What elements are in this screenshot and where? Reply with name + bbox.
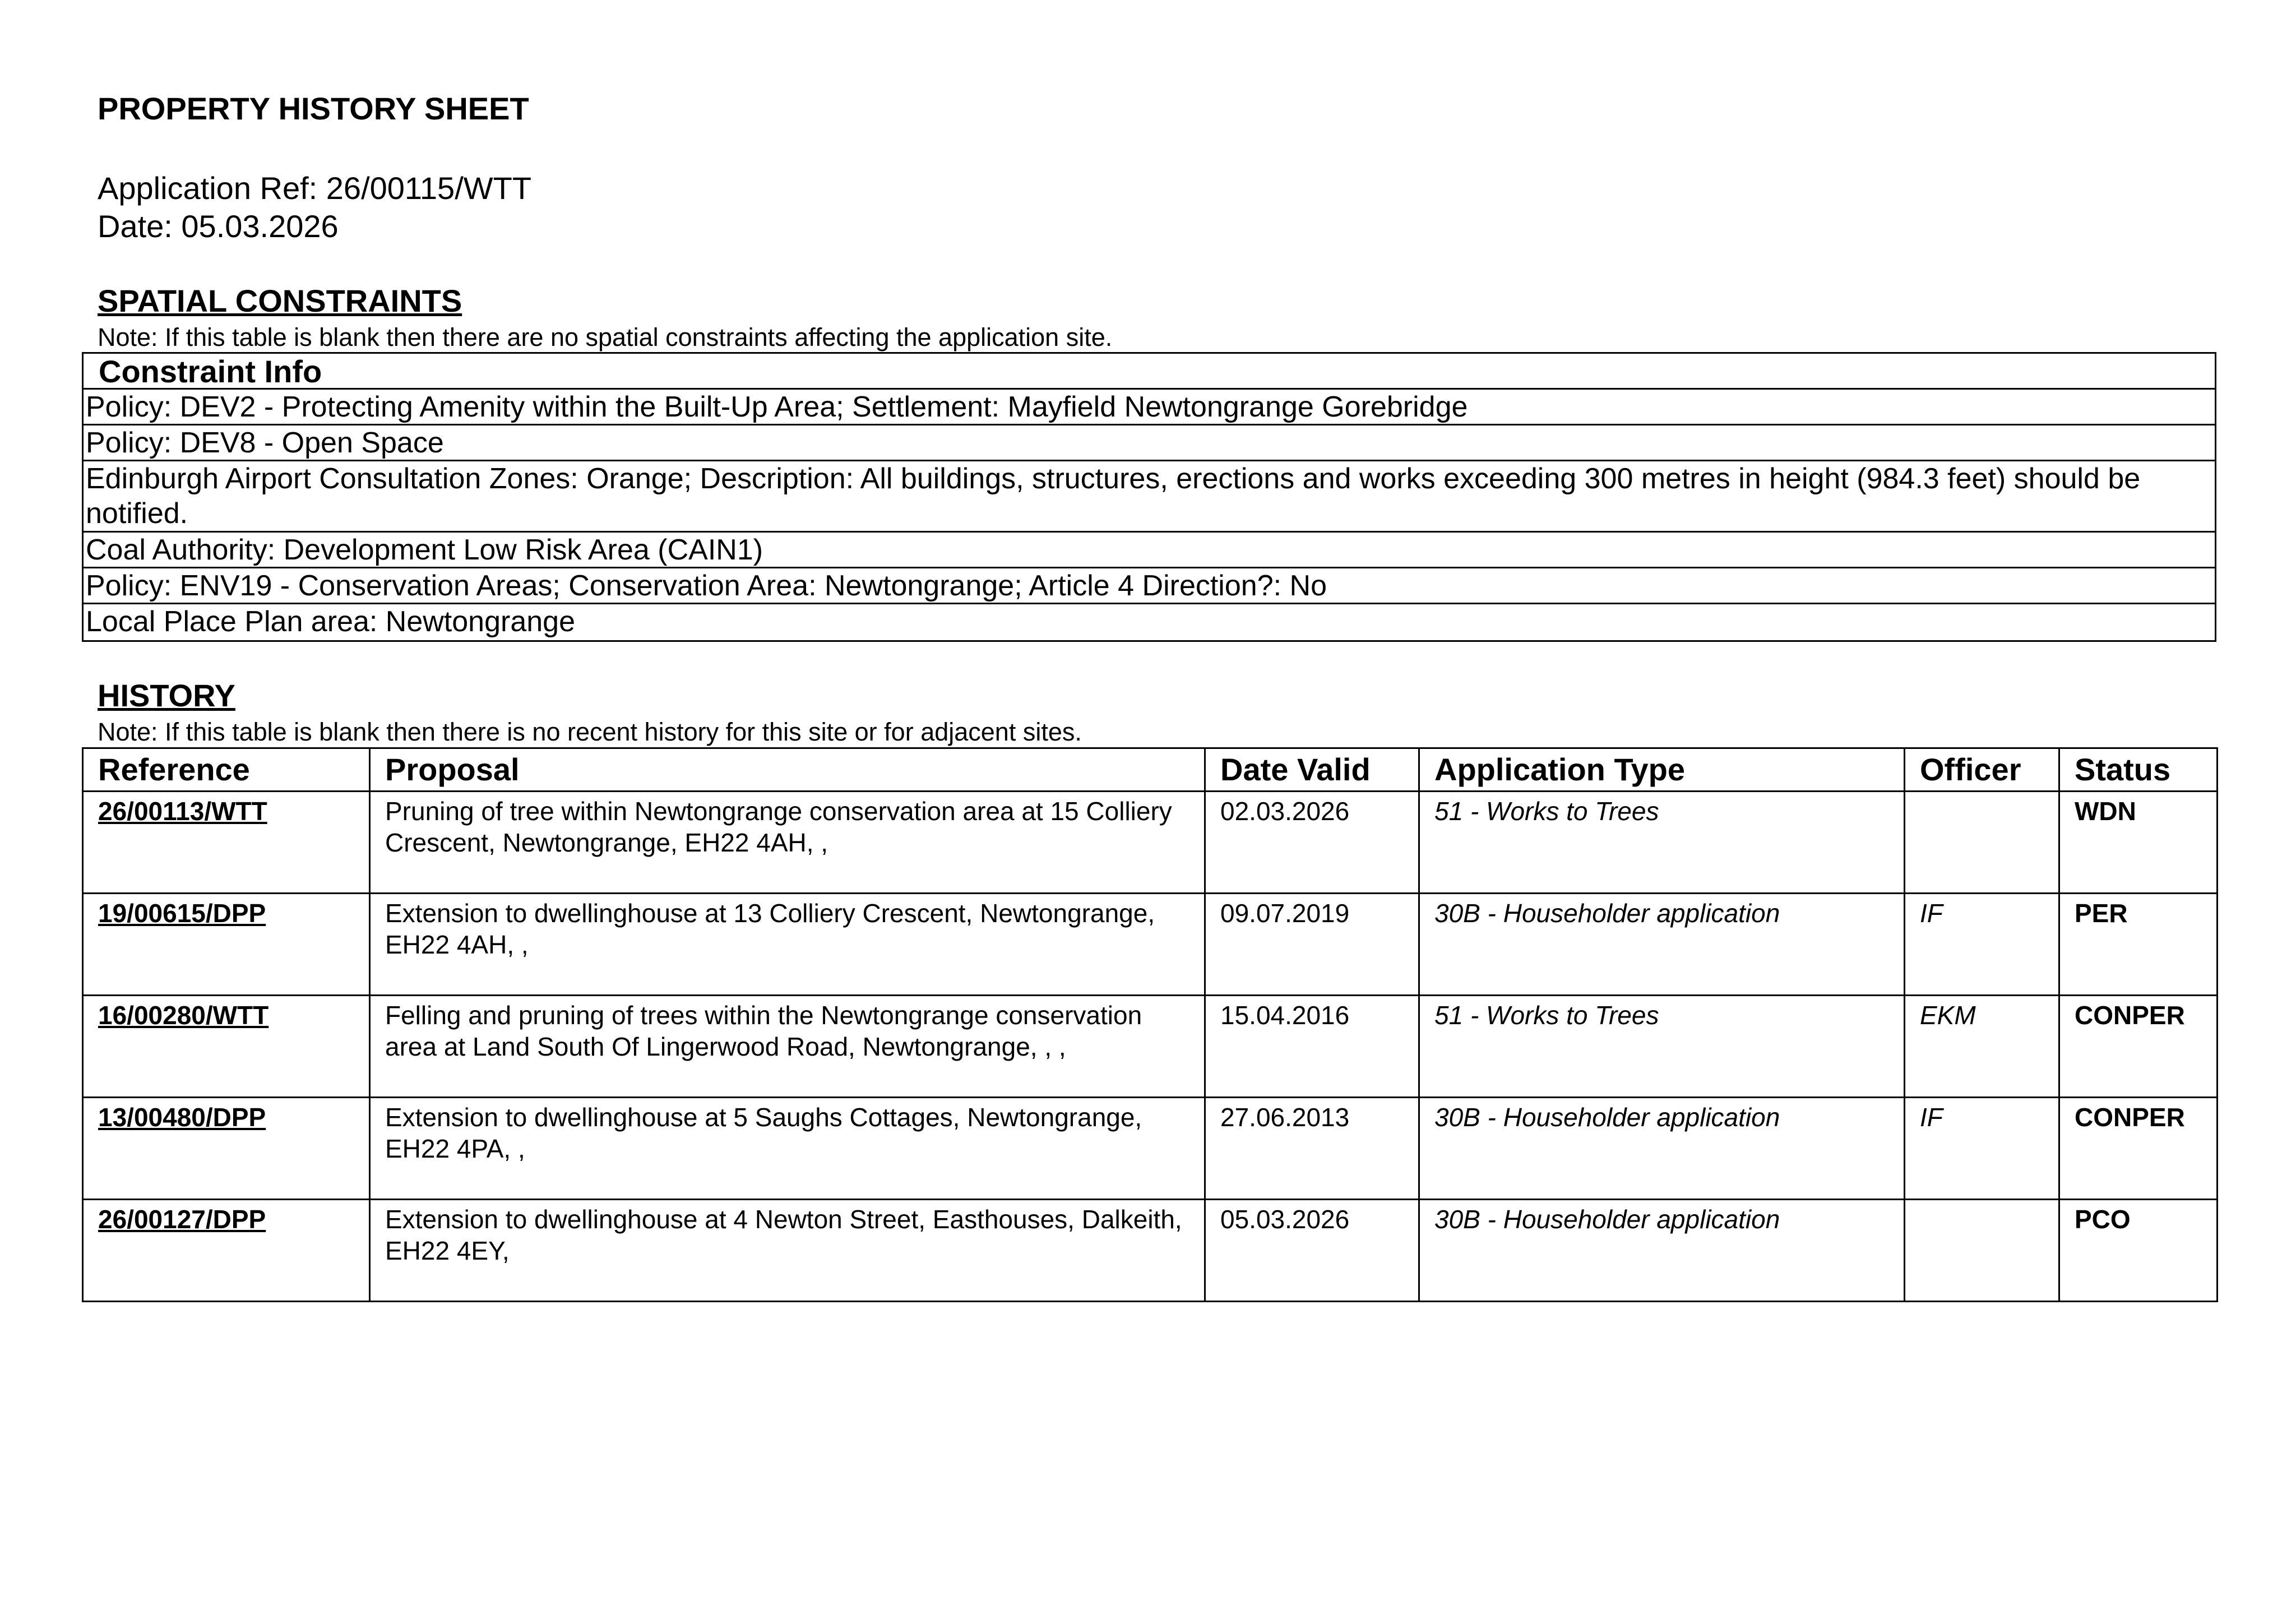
constraint-row: Policy: DEV8 - Open Space	[84, 425, 2215, 461]
application-ref: Application Ref: 26/00115/WTT	[98, 170, 532, 206]
history-heading: HISTORY	[98, 678, 235, 713]
reference-link[interactable]: 13/00480/DPP	[98, 1103, 266, 1132]
spatial-constraints-note: Note: If this table is blank then there are no spatial constraints affecting the application site.	[98, 323, 1113, 351]
application-type-cell: 51 - Works to Trees	[1419, 792, 1905, 894]
reference-link[interactable]: 26/00113/WTT	[98, 797, 267, 826]
reference-cell	[83, 792, 370, 894]
reference-cell	[83, 894, 370, 996]
table-row	[83, 792, 2218, 894]
column-header-status: Status	[2059, 748, 2218, 792]
history-table	[82, 747, 2218, 1302]
application-type-cell: 51 - Works to Trees	[1419, 996, 1905, 1098]
reference-link[interactable]: 26/00127/DPP	[98, 1205, 266, 1234]
officer-cell	[1905, 1200, 2059, 1302]
constraint-row: Edinburgh Airport Consultation Zones: Orange; Description: All buildings, structures, erections and works exceeding 300 metres in height (984.3 feet) should be notified.	[84, 461, 2215, 533]
date-valid-cell: 02.03.2026	[1205, 792, 1419, 894]
column-header-date-valid: Date Valid	[1205, 748, 1419, 792]
date-valid-cell: 09.07.2019	[1205, 894, 1419, 996]
column-header-officer: Officer	[1905, 748, 2059, 792]
constraint-row: Policy: DEV2 - Protecting Amenity within the Built-Up Area; Settlement: Mayfield Newtongrange Gorebridge	[84, 390, 2215, 425]
status-cell: PER	[2059, 894, 2218, 996]
status-cell: CONPER	[2059, 996, 2218, 1098]
proposal-cell: Extension to dwellinghouse at 4 Newton Street, Easthouses, Dalkeith, EH22 4EY,	[370, 1200, 1205, 1302]
constraint-row: Coal Authority: Development Low Risk Area (CAIN1)	[84, 533, 2215, 568]
page-title: PROPERTY HISTORY SHEET	[98, 91, 529, 126]
proposal-cell: Felling and pruning of trees within the Newtongrange conservation area at Land South Of Lingerwood Road, Newtongrange, , ,	[370, 996, 1205, 1098]
status-cell: WDN	[2059, 792, 2218, 894]
proposal-cell: Extension to dwellinghouse at 5 Saughs Cottages, Newtongrange, EH22 4PA, ,	[370, 1098, 1205, 1200]
reference-link[interactable]: 16/00280/WTT	[98, 1001, 269, 1030]
date-valid-cell: 05.03.2026	[1205, 1200, 1419, 1302]
status-cell: PCO	[2059, 1200, 2218, 1302]
proposal-cell: Extension to dwellinghouse at 13 Colliery Crescent, Newtongrange, EH22 4AH, ,	[370, 894, 1205, 996]
column-header-reference: Reference	[83, 748, 370, 792]
constraint-row: Local Place Plan area: Newtongrange	[86, 605, 576, 638]
officer-cell: IF	[1905, 1098, 2059, 1200]
status-cell: CONPER	[2059, 1098, 2218, 1200]
spatial-constraints-heading: SPATIAL CONSTRAINTS	[98, 283, 462, 318]
reference-cell	[83, 996, 370, 1098]
table-row	[83, 1098, 2218, 1200]
application-type-cell: 30B - Householder application	[1419, 1098, 1905, 1200]
table-row	[83, 996, 2218, 1098]
constraints-table-header: Constraint Info	[84, 354, 2215, 390]
application-type-cell: 30B - Householder application	[1419, 894, 1905, 996]
sheet-date: Date: 05.03.2026	[98, 209, 339, 244]
officer-cell	[1905, 792, 2059, 894]
column-header-application-type: Application Type	[1419, 748, 1905, 792]
reference-link[interactable]: 19/00615/DPP	[98, 899, 266, 928]
table-row	[83, 894, 2218, 996]
proposal-cell: Pruning of tree within Newtongrange conservation area at 15 Colliery Crescent, Newtongrange, EH22 4AH, ,	[370, 792, 1205, 894]
officer-cell: IF	[1905, 894, 2059, 996]
officer-cell: EKM	[1905, 996, 2059, 1098]
constraints-table	[82, 352, 2216, 642]
application-type-cell: 30B - Householder application	[1419, 1200, 1905, 1302]
reference-cell	[83, 1200, 370, 1302]
date-valid-cell: 27.06.2013	[1205, 1098, 1419, 1200]
table-row	[83, 1200, 2218, 1302]
column-header-proposal: Proposal	[370, 748, 1205, 792]
date-valid-cell: 15.04.2016	[1205, 996, 1419, 1098]
history-note: Note: If this table is blank then there is no recent history for this site or for adjacent sites.	[98, 718, 1082, 746]
constraint-row: Policy: ENV19 - Conservation Areas; Conservation Area: Newtongrange; Article 4 Direction?: No	[84, 568, 2215, 604]
reference-cell	[83, 1098, 370, 1200]
history-table-header-row	[83, 748, 2218, 792]
